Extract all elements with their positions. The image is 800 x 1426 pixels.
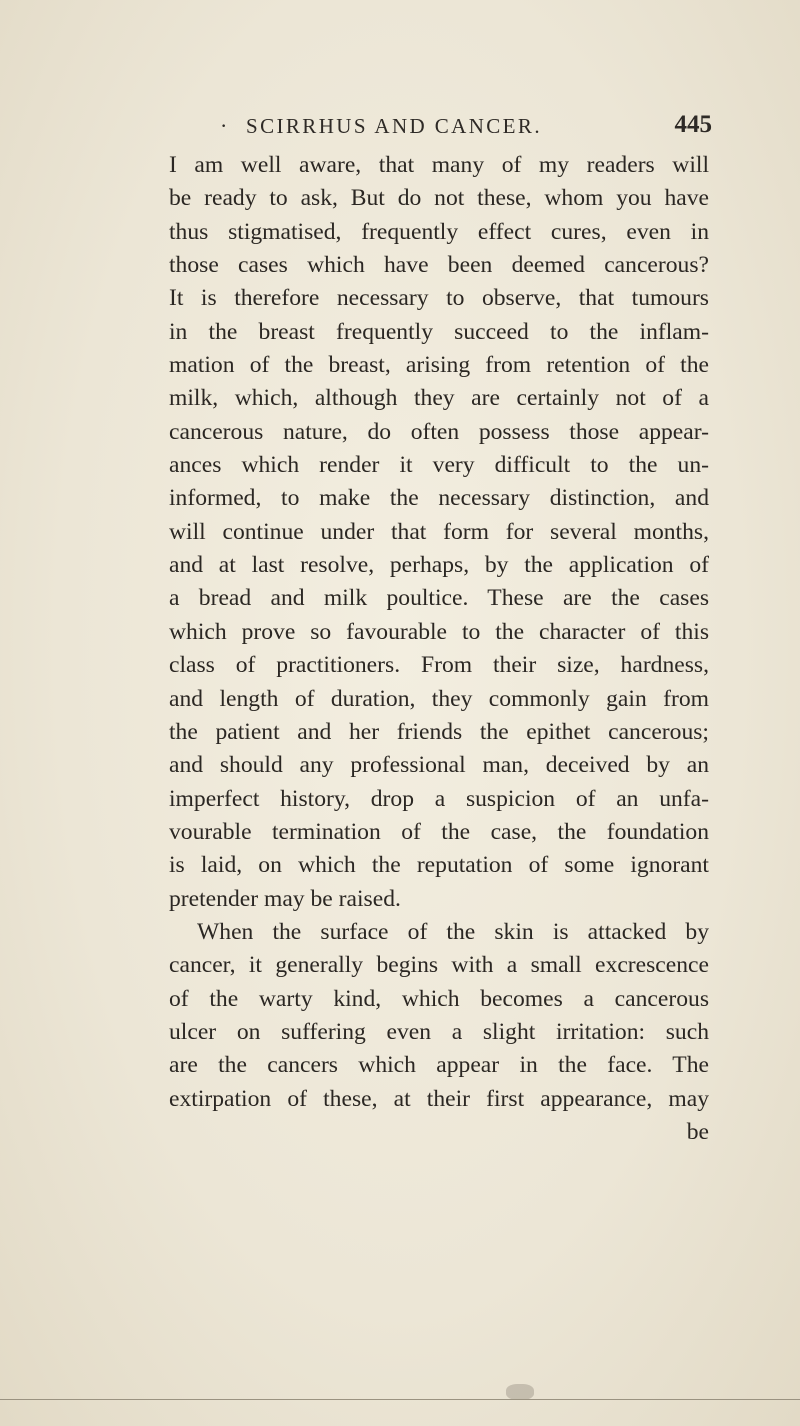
running-head (246, 111, 712, 144)
text-line: those cases which have been deemed cancerous? (169, 252, 709, 279)
text-line: the patient and her friends the epithet cancerous; (169, 718, 709, 745)
ink-smudge (506, 1384, 534, 1400)
text-line: will continue under that form for several months, (169, 518, 709, 545)
text-line: a bread and milk poultice. These are the cases (169, 585, 709, 612)
text-line: ulcer on suffering even a slight irritation: such (169, 1018, 709, 1045)
text-line: pretender may be raised. (169, 885, 401, 912)
text-line: vourable termination of the case, the foundation (169, 818, 709, 845)
page-number: 445 (674, 111, 712, 138)
text-line: of the warty kind, which becomes a cancerous (169, 985, 709, 1012)
text-line: When the surface of the skin is attacked by (197, 918, 709, 945)
text-line: is laid, on which the reputation of some ignorant (169, 852, 709, 879)
body-text (169, 149, 709, 1149)
text-line: milk, which, although they are certainly not of a (169, 385, 709, 412)
text-line: be ready to ask, But do not these, whom you have (169, 185, 709, 212)
text-line: and should any professional man, deceived by an (169, 752, 709, 779)
text-line: extirpation of these, at their first appearance, may (169, 1085, 709, 1112)
text-line: It is therefore necessary to observe, that tumours (169, 285, 709, 312)
text-line: informed, to make the necessary distinction, and (169, 485, 709, 512)
text-line: and length of duration, they commonly gain from (169, 685, 709, 712)
page-edge-rule (0, 1399, 800, 1400)
text-line: in the breast frequently succeed to the inflam- (169, 318, 709, 345)
text-line: class of practitioners. From their size, hardness, (169, 652, 709, 679)
text-line: which prove so favourable to the character of this (169, 618, 709, 645)
text-line: and at last resolve, perhaps, by the application of (169, 552, 709, 579)
text-line: imperfect history, drop a suspicion of an unfa- (169, 785, 709, 812)
text-line: cancer, it generally begins with a small excrescence (169, 952, 709, 979)
text-line: I am well aware, that many of my readers will (169, 152, 709, 178)
text-line: are the cancers which appear in the face. The (169, 1052, 709, 1079)
text-line: cancerous nature, do often possess those appear- (169, 418, 709, 445)
text-line: ances which render it very difficult to the un- (169, 452, 709, 479)
catchword: be (686, 1118, 709, 1145)
running-title: · SCIRRHUS AND CANCER. (246, 114, 542, 139)
text-line: thus stigmatised, frequently effect cures, even in (169, 218, 709, 245)
text-line: mation of the breast, arising from retention of the (169, 352, 709, 379)
